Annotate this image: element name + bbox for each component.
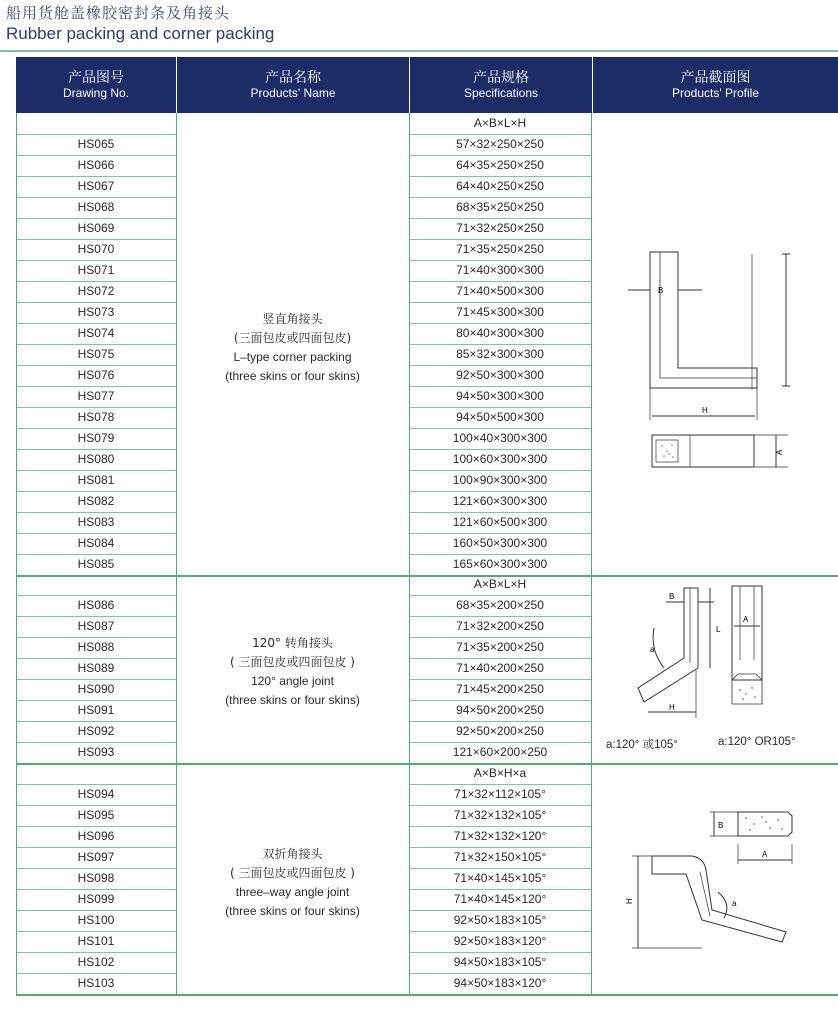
drawing-number: HS071 — [77, 263, 115, 277]
specification: 92×50×300×300 — [456, 368, 544, 382]
header-profile-cn: 产品截面图 — [680, 70, 751, 86]
specification: 71×40×145×105° — [453, 871, 547, 885]
column-divider — [16, 574, 17, 763]
drawing-number: HS069 — [77, 221, 115, 235]
drawing-number: HS075 — [77, 347, 115, 361]
specification: 92×50×200×250 — [456, 724, 544, 738]
drawing-number: HS092 — [77, 724, 115, 738]
drawing-number: HS089 — [77, 661, 115, 675]
drawing-number: HS096 — [77, 829, 115, 843]
title-chinese: 船用货舱盖橡胶密封条及角接头 — [6, 4, 231, 22]
specification: 71×45×300×300 — [456, 305, 544, 319]
specification: 94×50×300×300 — [456, 389, 544, 403]
spec-header: A×B×L×H — [473, 116, 527, 130]
specification: 100×90×300×300 — [452, 473, 548, 487]
header-profile — [593, 57, 838, 113]
drawing-number: HS102 — [77, 955, 115, 969]
specification: 71×32×132×105° — [453, 808, 547, 822]
drawing-number: HS095 — [77, 808, 115, 822]
drawing-number: HS081 — [77, 473, 115, 487]
specification: 71×40×200×250 — [456, 661, 544, 675]
specification: 94×50×183×120° — [453, 976, 547, 990]
document-title — [6, 4, 274, 45]
label-l: L — [716, 625, 721, 634]
specification: 57×32×250×250 — [456, 137, 544, 151]
specification: 64×35×250×250 — [456, 158, 544, 172]
specification: 64×40×250×250 — [456, 179, 544, 193]
drawing-number: HS101 — [77, 934, 115, 948]
header-drawing-no — [16, 57, 176, 113]
drawing-number: HS073 — [77, 305, 115, 319]
specification: 121×60×500×300 — [452, 515, 548, 529]
product-name-en: 120° angle joint — [251, 674, 334, 688]
header-profile-en: Products' Profile — [672, 86, 759, 100]
three-way-profile-drawing — [592, 800, 838, 960]
label-angle: a — [732, 899, 737, 908]
specification: 94×50×183×105° — [453, 955, 547, 969]
header-name-cn: 产品名称 — [265, 70, 321, 86]
drawing-number: HS076 — [77, 368, 115, 382]
drawing-number: HS077 — [77, 389, 115, 403]
label-angle: a — [650, 645, 655, 654]
specification: 71×45×200×250 — [456, 682, 544, 696]
specification: 71×32×150×105° — [453, 850, 547, 864]
drawing-number: HS080 — [77, 452, 115, 466]
label-b: B — [718, 821, 724, 830]
specification: 71×32×200×250 — [456, 619, 544, 633]
specification: 80×40×300×300 — [456, 326, 544, 340]
label-h: H — [669, 703, 675, 712]
drawing-number: HS099 — [77, 892, 115, 906]
drawing-number: HS084 — [77, 536, 115, 550]
drawing-number: HS079 — [77, 431, 115, 445]
drawing-number: HS066 — [77, 158, 115, 172]
product-name-l-type — [176, 310, 409, 386]
drawing-number: HS098 — [77, 871, 115, 885]
drawing-number: HS087 — [77, 619, 115, 633]
product-name-cn: 双折角接头 — [262, 847, 323, 861]
drawing-number: HS082 — [77, 494, 115, 508]
title-english: Rubber packing and corner packing — [6, 24, 275, 43]
product-name-cn: 竖直角接头 — [262, 312, 323, 326]
drawing-number: HS091 — [77, 703, 115, 717]
column-divider — [16, 763, 17, 994]
column-divider — [409, 574, 410, 763]
header-name — [177, 57, 409, 113]
specification: 71×32×132×120° — [453, 829, 547, 843]
specification: 68×35×200×250 — [456, 598, 544, 612]
spec-header: A×B×L×H — [473, 577, 527, 591]
drawing-number: HS097 — [77, 850, 115, 864]
specification: 85×32×300×300 — [456, 347, 544, 361]
label-b: B — [669, 592, 675, 601]
section-divider — [16, 994, 838, 996]
drawing-number: HS083 — [77, 515, 115, 529]
column-divider — [409, 763, 410, 994]
specification: 71×40×145×120° — [453, 892, 547, 906]
specification: 92×50×183×120° — [453, 934, 547, 948]
specification: 71×32×112×105° — [454, 787, 546, 801]
specification: 71×35×250×250 — [456, 242, 544, 256]
specification: 94×50×200×250 — [456, 703, 544, 717]
specification: 160×50×300×300 — [452, 536, 548, 550]
specification: 100×40×300×300 — [452, 431, 548, 445]
product-name-en-note: (three skins or four skins) — [225, 369, 360, 383]
specification: 121×60×200×250 — [452, 745, 548, 759]
column-divider — [16, 113, 17, 575]
l-type-profile-drawing — [592, 240, 838, 470]
product-name-cn-note: ( 三面包皮或四面包皮 ) — [230, 866, 355, 880]
specification: 121×60×300×300 — [452, 494, 548, 508]
table-header — [16, 57, 838, 113]
drawing-number: HS100 — [77, 913, 115, 927]
product-name-cn: 120° 转角接头 — [252, 636, 333, 650]
product-name-en-note: (three skins or four skins) — [225, 904, 360, 918]
drawing-number: HS085 — [77, 557, 115, 571]
drawing-number: HS103 — [77, 976, 115, 990]
drawing-number: HS094 — [77, 787, 115, 801]
header-drawing-no-en: Drawing No. — [62, 86, 130, 100]
column-divider — [409, 113, 410, 575]
product-name-en: three–way angle joint — [235, 885, 350, 899]
drawing-number: HS068 — [77, 200, 115, 214]
angle-note-cn: a:120° 或105° — [606, 739, 678, 751]
label-a: A — [775, 449, 784, 455]
drawing-number: HS090 — [77, 682, 115, 696]
drawing-number: HS072 — [77, 284, 115, 298]
product-name-cn-note: ( 三面包皮或四面包皮 ) — [230, 655, 355, 669]
label-a: A — [762, 850, 768, 859]
drawing-number: HS088 — [77, 640, 115, 654]
drawing-number: HS065 — [77, 137, 115, 151]
spec-header: A×B×H×a — [473, 766, 527, 780]
specification: 71×32×250×250 — [456, 221, 544, 235]
angle-joint-profile-drawing — [592, 580, 838, 725]
header-name-en: Products' Name — [250, 86, 336, 100]
specification: 100×60×300×300 — [452, 452, 548, 466]
label-a: A — [743, 615, 749, 624]
specification: 71×35×200×250 — [456, 640, 544, 654]
product-name-three-way — [176, 845, 409, 921]
specification: 165×60×300×300 — [452, 557, 548, 571]
drawing-number: HS086 — [77, 598, 115, 612]
drawing-number: HS067 — [77, 179, 115, 193]
header-spec-cn: 产品规格 — [473, 70, 529, 86]
specification: 92×50×183×105° — [453, 913, 547, 927]
drawing-number: HS093 — [77, 745, 115, 759]
product-name-cn-note: (三面包皮或四面包皮) — [233, 331, 352, 345]
header-spec — [410, 57, 592, 113]
header-spec-en: Specifications — [463, 86, 539, 100]
drawing-number: HS074 — [77, 326, 115, 340]
drawing-number: HS078 — [77, 410, 115, 424]
specification: 71×40×500×300 — [456, 284, 544, 298]
specification: 71×40×300×300 — [456, 263, 544, 277]
title-rule — [0, 50, 838, 52]
specification: 94×50×500×300 — [456, 410, 544, 424]
product-name-120-angle — [176, 634, 409, 710]
product-name-en: L–type corner packing — [233, 350, 352, 364]
specification: 68×35×250×250 — [456, 200, 544, 214]
drawing-number: HS070 — [77, 242, 115, 256]
product-name-en-note: (three skins or four skins) — [225, 693, 360, 707]
label-h: H — [702, 406, 708, 415]
angle-note-en: a:120° OR105° — [718, 736, 796, 748]
header-drawing-no-cn: 产品图号 — [68, 70, 124, 86]
label-h: H — [625, 898, 634, 904]
label-b: B — [658, 286, 664, 295]
